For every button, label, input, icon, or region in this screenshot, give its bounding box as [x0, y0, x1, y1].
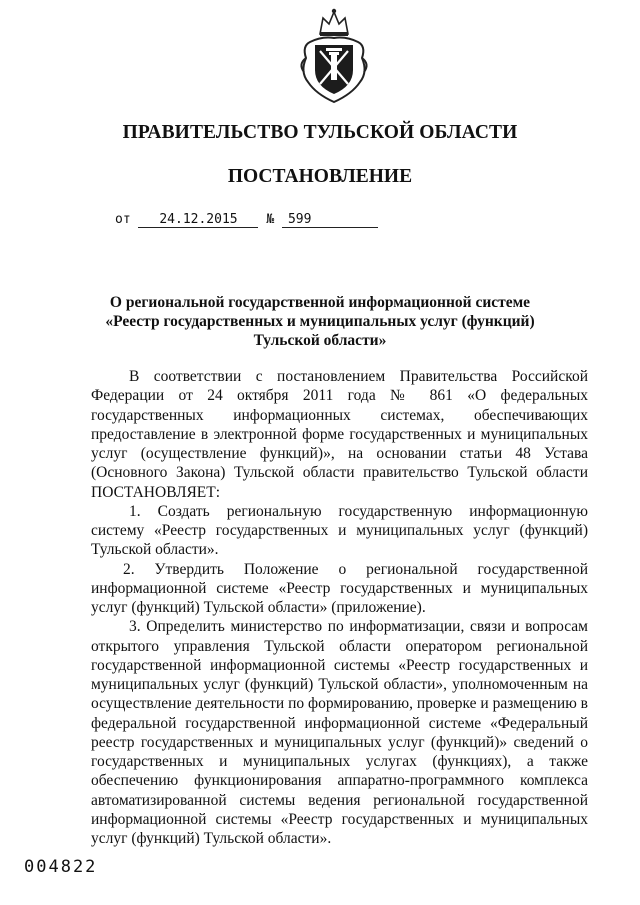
document-number: 599 [282, 213, 378, 228]
item-paragraph: 3. Определить министерство по информатизации, связи и вопросам открытого управления Тульской области оператором региональной государственной информационной системы «Реестр государственных и муниципальных услуг (функций) Тульской области», уполномоченным на осуществление деятельности по формированию, проверке и размещению в федеральной государственной информационной системе «Федеральный реестр государственных и муниципальных услуг (функций)» сведений о государственных и муниципальных услугах (функциях), а также обеспечению функционирования аппаратно-программного комплекса автоматизированной системы ведения региональной государственной информационной системы «Реестр государственных и муниципальных услуг (функций) Тульской области». [91, 618, 588, 847]
document-subject [90, 293, 550, 350]
date-prefix: от [115, 212, 131, 227]
subject-line: «Реестр государственных и муниципальных услуг (функций) [105, 313, 535, 330]
registration-line [115, 212, 378, 228]
document-date: 24.12.2015 [138, 213, 258, 228]
document-type-title: ПОСТАНОВЛЕНИЕ [227, 166, 413, 187]
item-paragraph: 1. Создать региональную государственную информационную систему «Реестр государственных и муниципальных услуг (функций) Тульской области». [91, 502, 588, 559]
subject-line: О региональной государственной информационной системе [109, 294, 531, 311]
document-body [91, 367, 588, 848]
item-paragraph: 2. Утвердить Положение о региональной государственной информационной системе «Реестр государственных и муниципальных услуг (функций) Тульской области» (приложение). [91, 560, 588, 616]
serial-number: 004822 [24, 857, 98, 877]
preamble-paragraph: В соответствии с постановлением Правительства Российской Федерации от 24 октября 2011 года № 861 «О федеральных государственных информационных системах, обеспечивающих предоставление в электронной форме государственных и муниципальных услуг (осуществление функций)», на основании статьи 48 Устава (Основного Закона) Тульской области правительство Тульской области ПОСТАНОВЛЯЕТ: [91, 368, 588, 501]
number-prefix: № [266, 212, 275, 227]
organization-title: ПРАВИТЕЛЬСТВО ТУЛЬСКОЙ ОБЛАСТИ [122, 122, 518, 143]
coat-of-arms-icon [296, 6, 372, 106]
subject-line: Тульской области» [253, 332, 387, 349]
